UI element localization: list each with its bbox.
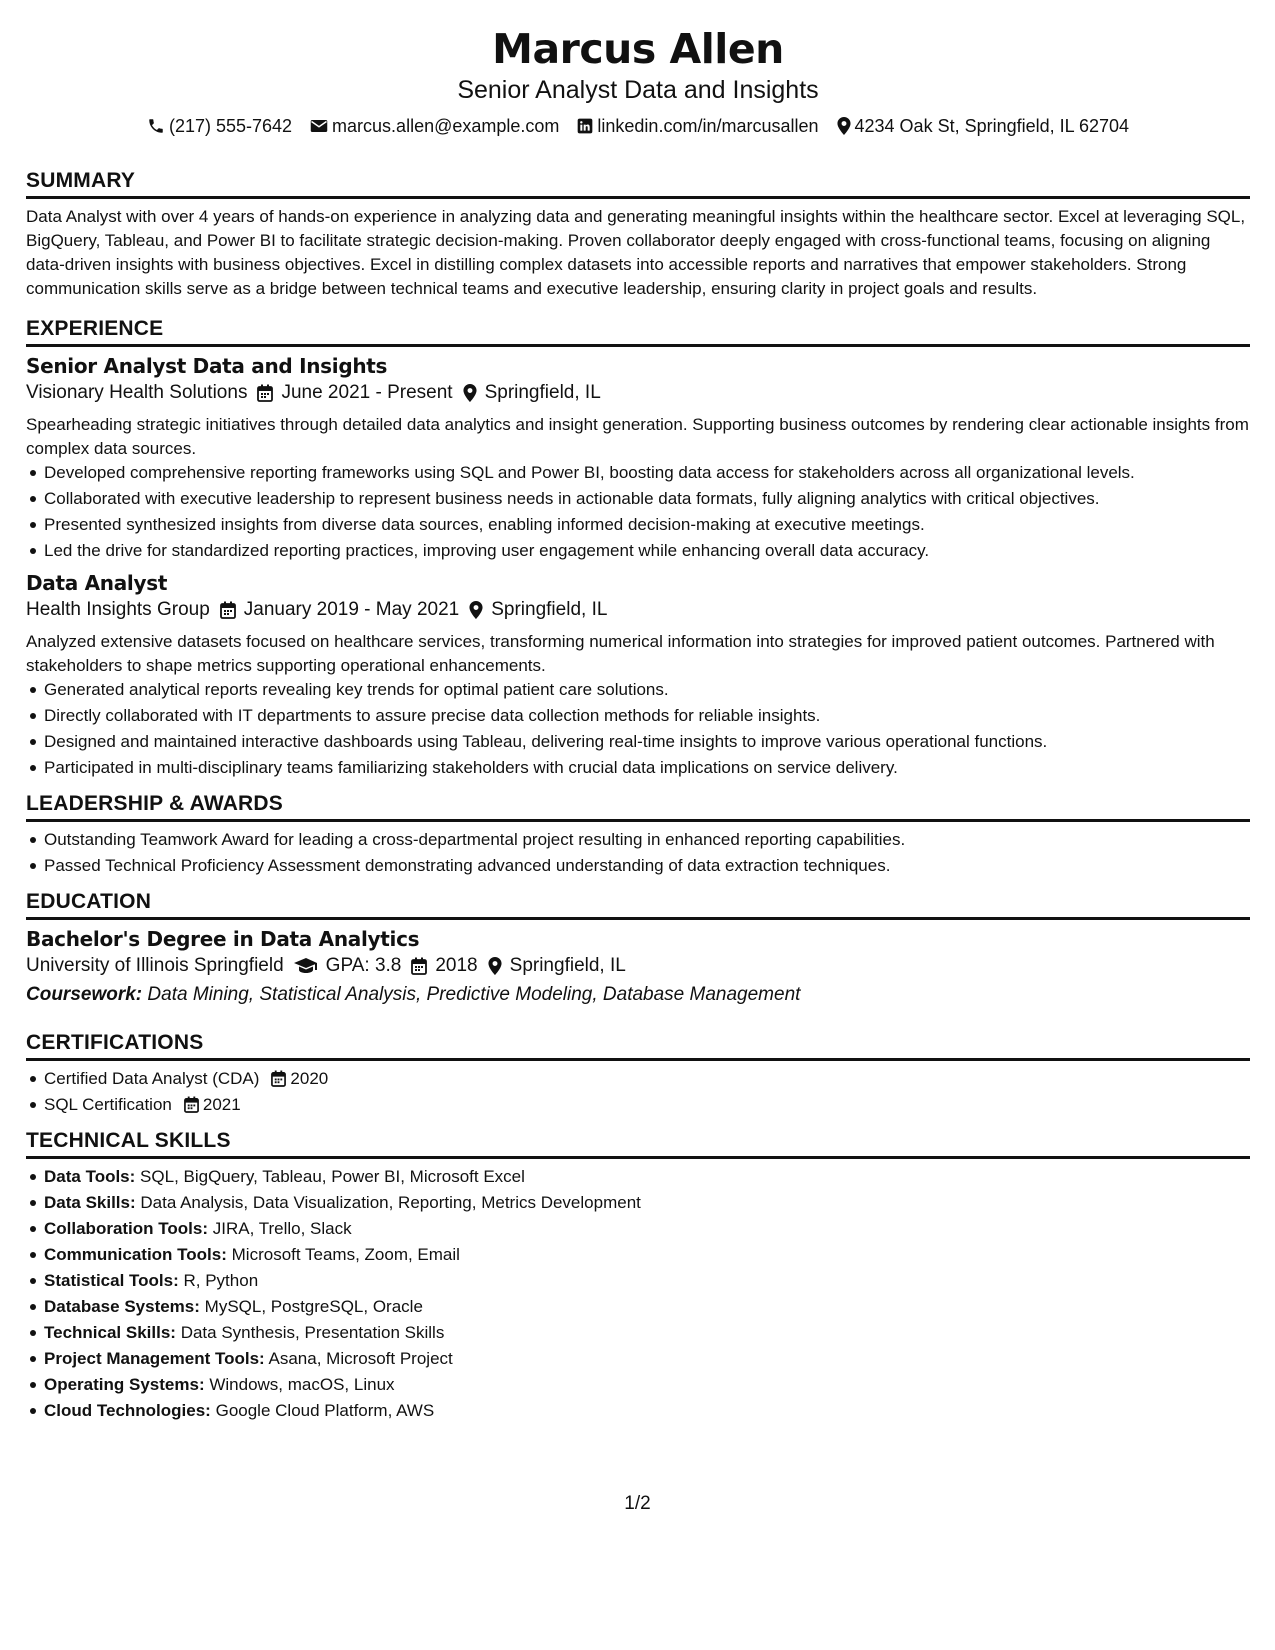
skill-value: MySQL, PostgreSQL, Oracle [204,1297,423,1316]
list-item [44,1243,1250,1266]
coursework-label: Coursework: [26,984,143,1005]
list-item [44,1067,1250,1090]
calendar-icon [257,384,273,402]
skill-label: Communication Tools: [44,1245,227,1264]
job-meta [26,379,1250,407]
certifications-section [26,1030,1250,1116]
list-item [44,1347,1250,1370]
list-item: Led the drive for standardized reporting practices, improving user engagement while enhancing overall data accuracy. [44,539,1250,562]
school-location: Springfield, IL [509,955,626,976]
calendar-icon [271,1070,286,1087]
education-heading: EDUCATION [26,889,1250,920]
linkedin-link[interactable]: linkedin.com/in/marcusallen [597,116,819,136]
experience-heading: EXPERIENCE [26,316,1250,347]
leadership-list [26,828,1250,877]
contact-phone [147,114,292,138]
job-company: Health Insights Group [26,599,210,620]
list-item [44,1217,1250,1240]
skill-label: Technical Skills: [44,1323,176,1342]
calendar-icon [411,957,427,975]
skill-value: R, Python [183,1271,259,1290]
list-item [44,1373,1250,1396]
graduation-year: 2018 [435,955,478,976]
map-pin-icon [837,117,851,135]
email-link[interactable]: marcus.allen@example.com [332,116,560,136]
list-item [44,1321,1250,1344]
cert-year: 2020 [290,1069,329,1088]
skill-label: Operating Systems: [44,1375,205,1394]
phone-icon [147,117,165,135]
skill-value: SQL, BigQuery, Tableau, Power BI, Microsoft Excel [140,1167,525,1186]
job-meta [26,596,1250,624]
list-item [44,1165,1250,1188]
job-bullets [26,461,1250,562]
list-item: Passed Technical Proficiency Assessment demonstrating advanced understanding of data extraction techniques. [44,854,1250,877]
summary-text: Data Analyst with over 4 years of hands-on experience in analyzing data and generating meaningful insights within the healthcare sector. Excel at leveraging SQL, BigQuery, Tableau, and Power BI to facilitate strategic decision-making. Proven collaborator deeply engaged with cross-functional teams, focusing on aligning data-driven insights with business objectives. Excel in distilling complex datasets into accessible reports and narratives that empower stakeholders. Strong communication skills serve as a bridge between technical teams and executive leadership, ensuring clarity in project goals and results. [26,207,1246,298]
skill-label: Data Tools: [44,1167,136,1186]
leadership-heading: LEADERSHIP & AWARDS [26,791,1250,822]
job-description: Spearheading strategic initiatives through detailed data analytics and insight generation. Supporting business outcomes by rendering clear actionable insights from complex data sources. [26,415,1249,458]
coursework-list: Data Mining, Statistical Analysis, Predictive Modeling, Database Management [147,984,801,1005]
address-text: 4234 Oak St, Springfield, IL 62704 [854,116,1130,136]
skills-list [26,1165,1250,1422]
summary-heading: SUMMARY [26,168,1250,199]
certifications-list [26,1067,1250,1116]
skill-value: Data Analysis, Data Visualization, Reporting, Metrics Development [140,1193,641,1212]
cert-name: Certified Data Analyst (CDA) [44,1069,260,1088]
linkedin-icon [577,118,593,134]
skill-label: Data Skills: [44,1193,136,1212]
list-item [44,1399,1250,1422]
leadership-section [26,791,1250,877]
cert-name: SQL Certification [44,1095,172,1114]
summary-section [26,168,1250,301]
list-item: Generated analytical reports revealing key trends for optimal patient care solutions. [44,678,1250,701]
job-dates: January 2019 - May 2021 [243,599,460,620]
phone-text: (217) 555-7642 [168,116,293,136]
job-description: Analyzed extensive datasets focused on healthcare services, transforming numerical information into strategies for improved patient outcomes. Partnered with stakeholders to shape metrics supporting operational enhancements. [26,632,1215,675]
job-dates: June 2021 - Present [281,382,453,403]
skill-label: Collaboration Tools: [44,1219,209,1238]
contact-address [837,114,1130,138]
job-entry [26,353,1250,562]
resume-page [26,0,1250,1425]
job-entry [26,570,1250,779]
contact-linkedin[interactable] [577,114,818,138]
job-title: Senior Analyst Data and Insights [26,354,388,378]
list-item: Collaborated with executive leadership to represent business needs in actionable data formats, fully aligning analytics with critical objectives. [44,487,1250,510]
skill-value: Google Cloud Platform, AWS [215,1401,435,1420]
certifications-heading: CERTIFICATIONS [26,1030,1250,1061]
coursework [26,982,1250,1008]
experience-section [26,316,1250,779]
candidate-name: Marcus Allen [492,25,784,73]
job-title: Data Analyst [26,571,168,595]
cert-year: 2021 [202,1095,241,1114]
list-item [44,1093,1250,1116]
job-bullets [26,678,1250,779]
skill-label: Cloud Technologies: [44,1401,211,1420]
education-meta [26,952,1250,980]
list-item: Outstanding Teamwork Award for leading a cross-departmental project resulting in enhanced reporting capabilities. [44,828,1250,851]
school-name: University of Illinois Springfield [26,955,284,976]
contact-email[interactable] [310,114,559,138]
list-item: Presented synthesized insights from diverse data sources, enabling informed decision-making at executive meetings. [44,513,1250,536]
job-location: Springfield, IL [484,382,601,403]
skill-value: JIRA, Trello, Slack [212,1219,352,1238]
map-pin-icon [488,957,502,975]
list-item: Directly collaborated with IT departments to assure precise data collection methods for reliable insights. [44,704,1250,727]
skill-value: Asana, Microsoft Project [268,1349,453,1368]
envelope-icon [310,118,328,134]
skill-value: Microsoft Teams, Zoom, Email [231,1245,460,1264]
map-pin-icon [463,384,477,402]
skill-label: Project Management Tools: [44,1349,265,1368]
list-item: Participated in multi-disciplinary teams familiarizing stakeholders with crucial data implications on service delivery. [44,756,1250,779]
education-section [26,889,1250,1008]
job-company: Visionary Health Solutions [26,382,248,403]
skill-value: Windows, macOS, Linux [209,1375,395,1394]
list-item [44,1191,1250,1214]
list-item: Designed and maintained interactive dashboards using Tableau, delivering real-time insights to improve various operational functions. [44,730,1250,753]
gpa-text: GPA: 3.8 [325,955,402,976]
skills-heading: TECHNICAL SKILLS [26,1128,1250,1159]
job-location: Springfield, IL [491,599,608,620]
degree-title: Bachelor's Degree in Data Analytics [26,927,420,951]
graduation-cap-icon [294,958,318,974]
skill-label: Database Systems: [44,1297,200,1316]
page-number: 1/2 [624,1493,651,1514]
calendar-icon [220,601,236,619]
list-item: Developed comprehensive reporting frameworks using SQL and Power BI, boosting data access for stakeholders across all organizational levels. [44,461,1250,484]
map-pin-icon [469,601,483,619]
list-item [44,1295,1250,1318]
skill-value: Data Synthesis, Presentation Skills [180,1323,445,1342]
skills-section [26,1128,1250,1422]
list-item [44,1269,1250,1292]
skill-label: Statistical Tools: [44,1271,179,1290]
calendar-icon [184,1096,199,1113]
candidate-title: Senior Analyst Data and Insights [457,76,819,104]
contact-bar [26,114,1250,138]
